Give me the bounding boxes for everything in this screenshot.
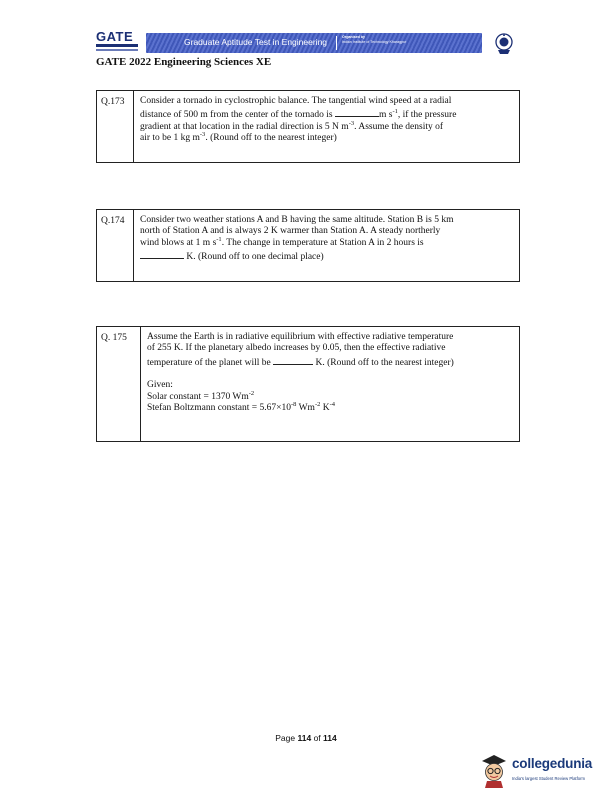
question-number: Q.173 (97, 91, 134, 162)
given-label: Given: (147, 380, 173, 391)
banner-divider (336, 36, 337, 50)
gate-logo-text: GATE (96, 29, 134, 44)
question-box-173 (96, 90, 520, 163)
question-text: Assume the Earth is in radiative equilibrium with effective radiative temperature of 255 K. If the planetary albedo increases by 0.05, then the effective radiative temperature of the planet will be K. (Round off to the nearest integer) Given: Solar constant = 1370 $Wm^{-2}$ Stefan Boltzmann constant = $5.67\times 10^{-8}$ $Wm^{-2}$ $K^{-4}$ (141, 327, 519, 414)
question-number: Q.174 (97, 210, 134, 281)
exam-title: GATE 2022 Engineering Sciences XE (96, 56, 272, 68)
iit-emblem-icon (494, 31, 514, 55)
question-number: Q. 175 (97, 327, 141, 441)
question-text: Consider two weather stations A and B having the same altitude. Station B is 5 km north of Station A and is always 2 K warmer than Station A. A steady northerly wind blows at 1 m $s^{-1}$. The change in temperature at Station A in 2 hours is K. (Round off to one decimal place) (140, 215, 454, 263)
given-stefan-boltzmann: Stefan Boltzmann constant = $5.67\times 10^{-8}$ $Wm^{-2}$ $K^{-4}$ (147, 400, 336, 414)
question-box-175 (96, 326, 520, 442)
page-number: Page 114 of 114 (275, 733, 337, 743)
student-mascot-icon (478, 752, 510, 788)
gate-logo (96, 30, 140, 56)
header-banner (146, 33, 482, 53)
collegedunia-brand-name: collegedunia (512, 756, 593, 771)
collegedunia-tagline: India's largest Student Review Platform (512, 776, 585, 781)
question-box-174 (96, 209, 520, 282)
organizer-name: Indian Institute of Technology Kharagpur (342, 40, 407, 44)
page-header (96, 28, 514, 56)
question-text: Consider a tornado in cyclostrophic balance. The tangential wind speed at a radial distance of 500 m from the center of the tornado is m $s^{-1}$, if the pressure gradient at that location in the radial direction is 5 N $m^{-3}$. Assume the density of air to be 1 kg $m^{-3}$. (Round off to the nearest integer) (140, 96, 457, 144)
banner-title: Graduate Aptitude Test in Engineering (184, 37, 328, 47)
organizer-label: Organised by (342, 35, 365, 39)
banner-organizer (342, 35, 406, 45)
given-solar-constant: Solar constant = 1370 $Wm^{-2}$ (147, 389, 255, 402)
collegedunia-logo (478, 752, 608, 788)
